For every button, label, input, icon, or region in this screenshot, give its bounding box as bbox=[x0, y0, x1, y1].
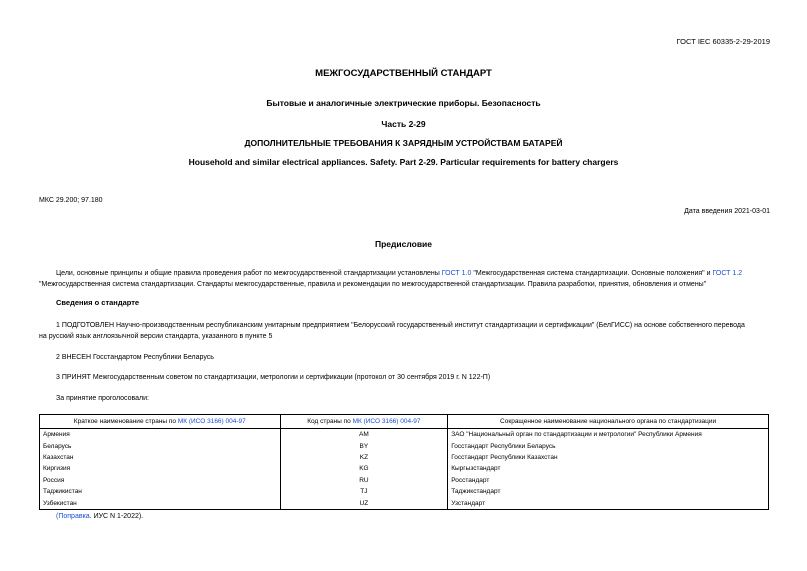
table-row bbox=[40, 497, 769, 509]
code-cell: RU bbox=[280, 475, 448, 486]
country-cell: Россия bbox=[40, 475, 281, 486]
body-cell: Узстандарт bbox=[448, 497, 769, 509]
mk-link-country[interactable]: МК (ИСО 3166) 004-97 bbox=[177, 418, 246, 425]
gost-1-2-link[interactable]: ГОСТ 1.2 bbox=[712, 270, 743, 277]
body-cell: Росстандарт bbox=[448, 475, 769, 486]
code-cell: KZ bbox=[280, 452, 448, 463]
header-code: Код страны по МК (ИСО 3166) 004-97 bbox=[280, 415, 448, 429]
body-cell: Госстандарт Республики Казахстан bbox=[448, 452, 769, 463]
gost-1-0-link[interactable]: ГОСТ 1.0 bbox=[441, 270, 472, 277]
code-cell: KG bbox=[280, 463, 448, 474]
code-cell: AM bbox=[280, 429, 448, 441]
document-code: ГОСТ IEC 60335-2-29-2019 bbox=[676, 37, 770, 46]
item-1-line-1: 1 ПОДГОТОВЛЕН Научно-производственным республиканским унитарным предприятием "Белорусский государственный институт стандартизации и сертификации" (БелГИСС) на основе собственного перевода bbox=[56, 322, 745, 329]
table-header-row bbox=[40, 415, 769, 429]
body-cell: Таджикстандарт bbox=[448, 486, 769, 497]
body-cell: Кыргызстандарт bbox=[448, 463, 769, 474]
table-row bbox=[40, 463, 769, 474]
standard-type: МЕЖГОСУДАРСТВЕННЫЙ СТАНДАРТ bbox=[315, 68, 492, 79]
goals-paragraph bbox=[39, 268, 742, 290]
item-2: 2 ВНЕСЕН Госстандартом Республики Беларусь bbox=[56, 354, 214, 361]
code-cell: UZ bbox=[280, 497, 448, 509]
table-row bbox=[40, 475, 769, 486]
item-3: 3 ПРИНЯТ Межгосударственным советом по стандартизации, метрологии и сертификации (протокол от 30 сентября 2019 г. N 122-П) bbox=[56, 374, 491, 381]
body-cell: ЗАО "Национальный орган по стандартизации и метрологии" Республики Армения bbox=[448, 429, 769, 441]
goals-text-2: "Межгосударственная система стандартизации. Основные положения" и bbox=[471, 270, 713, 277]
goals-text-1: Цели, основные принципы и общие правила проведения работ по межгосударственной стандартизации установлены bbox=[56, 270, 442, 277]
subtitle-ru: ДОПОЛНИТЕЛЬНЫЕ ТРЕБОВАНИЯ К ЗАРЯДНЫМ УСТРОЙСТВАМ БАТАРЕЙ bbox=[244, 138, 563, 148]
item-1 bbox=[39, 320, 745, 342]
code-cell: BY bbox=[280, 440, 448, 451]
mks-code: МКС 29.200; 97.180 bbox=[39, 197, 103, 204]
country-cell: Беларусь bbox=[40, 440, 281, 451]
amendment-note: (Поправка. ИУС N 1-2022). bbox=[56, 513, 144, 520]
header-country: Краткое наименование страны по МК (ИСО 3166) 004-97 bbox=[40, 415, 281, 429]
part-number: Часть 2-29 bbox=[381, 119, 426, 129]
table-row bbox=[40, 452, 769, 463]
code-cell: TJ bbox=[280, 486, 448, 497]
introduction-date: Дата введения 2021-03-01 bbox=[684, 208, 770, 215]
preface-heading: Предисловие bbox=[374, 239, 433, 249]
table-row bbox=[40, 486, 769, 497]
country-cell: Армения bbox=[40, 429, 281, 441]
title-en: Household and similar electrical appliances. Safety. Part 2-29. Particular requirements for battery chargers bbox=[188, 157, 619, 167]
mk-link-code[interactable]: МК (ИСО 3166) 004-97 bbox=[352, 418, 421, 425]
amendment-link[interactable]: Поправка bbox=[58, 513, 90, 520]
states-table bbox=[39, 414, 769, 510]
item-1-line-2: на русский язык англоязычной версии стандарта, указанного в пункте 5 bbox=[39, 333, 273, 340]
goals-text-line-2: "Межгосударственная система стандартизации. Стандарты межгосударственные, правила и рекомендации по межгосударственной стандартизации. Правила разработки, принятия, обновления и отмены" bbox=[39, 281, 707, 288]
table-row bbox=[40, 440, 769, 451]
info-heading: Сведения о стандарте bbox=[56, 298, 140, 307]
country-cell: Таджикистан bbox=[40, 486, 281, 497]
table-row bbox=[40, 429, 769, 441]
body-cell: Госстандарт Республики Беларусь bbox=[448, 440, 769, 451]
country-cell: Киргизия bbox=[40, 463, 281, 474]
header-body: Сокращенное наименование национального органа по стандартизации bbox=[448, 415, 769, 429]
title-ru: Бытовые и аналогичные электрические приборы. Безопасность bbox=[266, 98, 541, 108]
country-cell: Узбекистан bbox=[40, 497, 281, 509]
country-cell: Казахстан bbox=[40, 452, 281, 463]
voted-label: За принятие проголосовали: bbox=[56, 395, 149, 402]
